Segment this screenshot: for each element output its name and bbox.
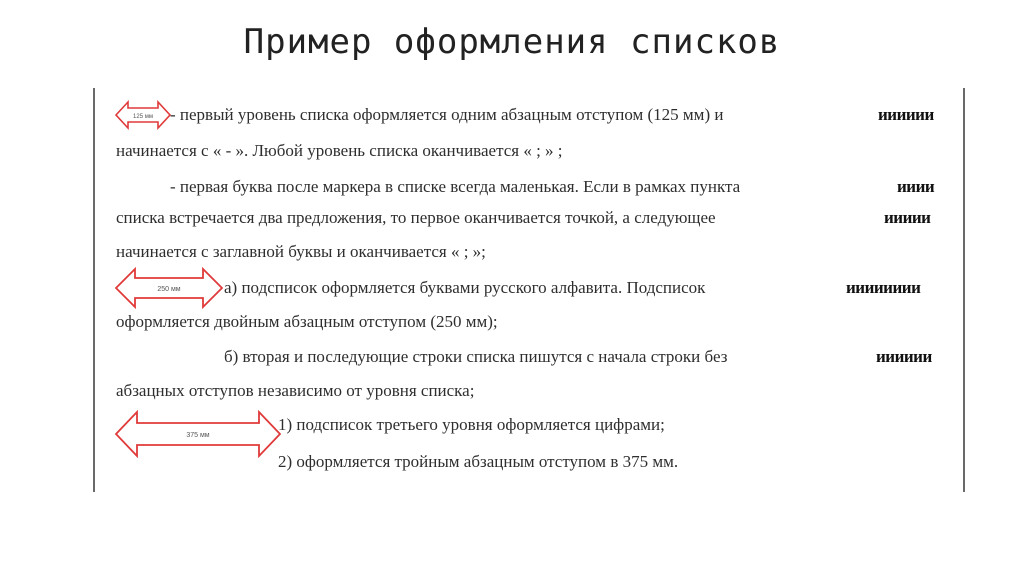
filler-3: иииии: [884, 208, 931, 227]
doc-line-6: а) подсписок оформляется буквами русского алфавита. Подсписок: [224, 278, 706, 297]
indent-arrow-375-label: 375 мм: [186, 432, 210, 439]
indent-arrow-125-label: 125 мм: [133, 114, 153, 120]
indent-arrow-250: [115, 267, 223, 309]
filler-4: ииииииии: [846, 278, 921, 297]
doc-line-11: 2) оформляется тройным абзацным отступом в 375 мм.: [278, 452, 679, 471]
doc-line-3: - первая буква после маркера в списке всегда маленькая. Если в рамках пункта: [170, 177, 741, 196]
doc-line-1: - первый уровень списка оформляется одним абзацным отступом (125 мм) и: [170, 105, 724, 124]
doc-line-10: 1) подсписок третьего уровня оформляется цифрами;: [278, 415, 665, 434]
doc-line-5: начинается с заглавной буквы и оканчивается « ; »;: [116, 242, 486, 261]
slide-title: Пример оформления списков: [243, 22, 781, 62]
doc-line-2: начинается с « - ». Любой уровень списка оканчивается « ; » ;: [116, 141, 563, 160]
indent-arrow-250-label: 250 мм: [157, 286, 181, 293]
doc-line-4: списка встречается два предложения, то первое оканчивается точкой, а следующее: [116, 208, 716, 227]
indent-arrow-125: [115, 100, 171, 130]
filler-1: ииииии: [878, 105, 934, 124]
doc-line-8: б) вторая и последующие строки списка пишутся с начала строки без: [224, 347, 728, 366]
filler-5: ииииии: [876, 347, 932, 366]
doc-line-9: абзацных отступов независимо от уровня списка;: [116, 381, 475, 400]
filler-2: ииии: [897, 177, 935, 196]
doc-line-7: оформляется двойным абзацным отступом (250 мм);: [116, 312, 498, 331]
indent-arrow-375: [115, 410, 281, 458]
